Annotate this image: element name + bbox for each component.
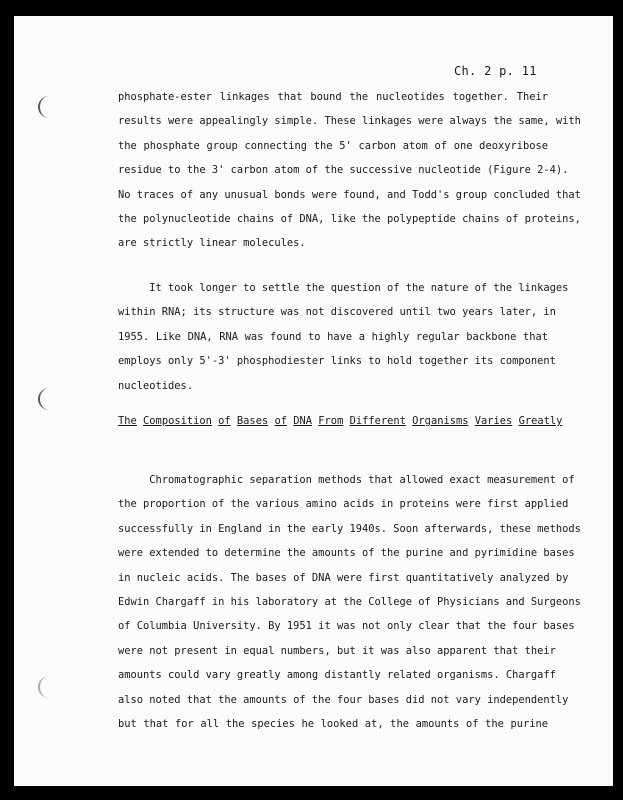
section-heading — [118, 409, 563, 433]
heading-word: Different — [349, 415, 406, 427]
text-line: but that for all the species he looked at, the amounts of the purine — [118, 718, 548, 731]
text-line: in nucleic acids. The bases of DNA were first quantitatively analyzed by — [118, 571, 569, 584]
text-line: phosphate-ester linkages that bound the nucleotides together. Their — [118, 91, 548, 103]
text-line: successfully in England in the early 1940s. Soon afterwards, these methods — [118, 522, 581, 535]
text-line: Edwin Chargaff in his laboratory at the College of Physicians and Surgeons — [118, 596, 581, 609]
page-number: Ch. 2 p. 11 — [454, 64, 537, 78]
text-line: It took longer to settle the question of the nature of the linkages — [118, 282, 569, 294]
heading-word: Organisms — [412, 415, 469, 427]
heading-word: From — [318, 415, 344, 427]
paragraph-3 — [118, 468, 581, 736]
text-line: are strictly linear molecules. — [118, 237, 306, 250]
text-line: also noted that the amounts of the four bases did not vary independently — [118, 693, 569, 706]
heading-word: Composition — [143, 415, 212, 427]
paragraph-2 — [118, 276, 569, 398]
paragraph-1 — [118, 85, 581, 256]
text-line: No traces of any unusual bonds were found, and Todd's group concluded that — [118, 188, 581, 201]
heading-word: Greatly — [518, 415, 563, 427]
punch-hole-mark — [38, 388, 50, 410]
heading-word: of — [218, 415, 231, 427]
text-line: amounts could vary greatly among distantly related organisms. Chargaff — [118, 669, 556, 682]
text-line: 1955. Like DNA, RNA was found to have a highly regular backbone that — [118, 330, 548, 343]
heading-word: of — [274, 415, 287, 427]
punch-hole-mark — [38, 96, 50, 118]
manuscript-page — [14, 16, 613, 786]
text-line: the phosphate group connecting the 5' carbon atom of one deoxyribose — [118, 139, 548, 152]
heading-word: The — [118, 415, 137, 427]
heading-word: Bases — [236, 415, 269, 427]
text-line: residue to the 3' carbon atom of the successive nucleotide (Figure 2-4). — [118, 164, 569, 177]
heading-word: Varies — [474, 415, 513, 427]
text-line: within RNA; its structure was not discovered until two years later, in — [118, 306, 556, 319]
text-line: nucleotides. — [118, 379, 194, 392]
text-line: the proportion of the various amino acids in proteins were first applied — [118, 498, 569, 511]
punch-hole-mark — [38, 676, 50, 698]
heading-word: DNA — [293, 415, 313, 427]
text-line: were not present in equal numbers, but it was also apparent that their — [118, 644, 556, 657]
text-line: Chromatographic separation methods that allowed exact measurement of — [118, 474, 575, 486]
text-line: employs only 5'-3' phosphodiester links to hold together its component — [118, 355, 556, 368]
text-line: were extended to determine the amounts of the purine and pyrimidine bases — [118, 547, 575, 560]
text-line: the polynucleotide chains of DNA, like the polypeptide chains of proteins, — [118, 213, 581, 226]
text-line: of Columbia University. By 1951 it was not only clear that the four bases — [118, 620, 575, 633]
text-line: results were appealingly simple. These linkages were always the same, with — [118, 115, 581, 128]
